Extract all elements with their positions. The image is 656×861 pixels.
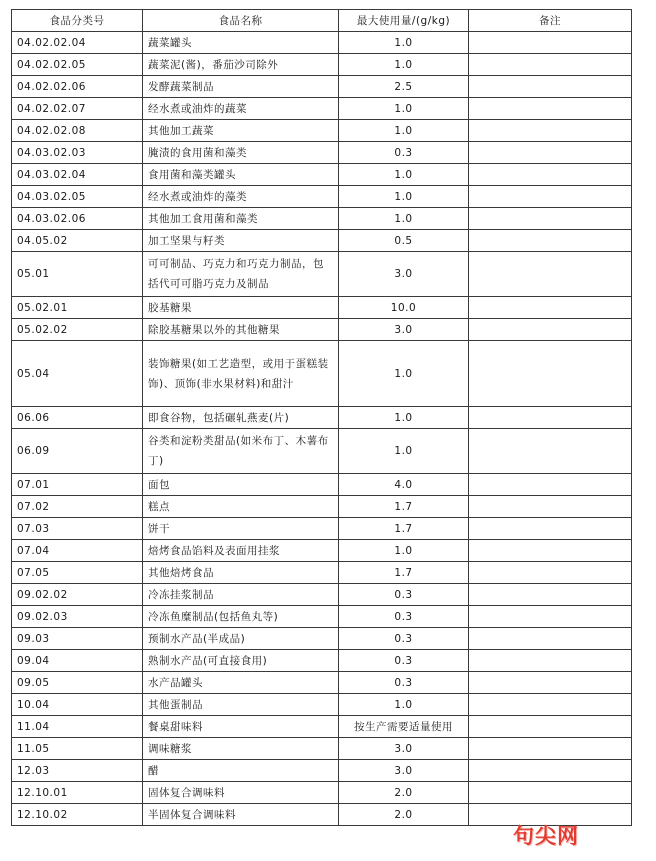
cell-food-code: 04.03.02.06 xyxy=(12,208,143,230)
cell-remarks xyxy=(469,782,632,804)
cell-food-code: 06.06 xyxy=(12,407,143,429)
cell-food-code: 11.04 xyxy=(12,716,143,738)
table-row xyxy=(12,54,632,76)
table-row xyxy=(12,760,632,782)
cell-remarks xyxy=(469,584,632,606)
table-row xyxy=(12,32,632,54)
cell-remarks xyxy=(469,54,632,76)
cell-remarks xyxy=(469,694,632,716)
cell-food-code: 05.04 xyxy=(12,341,143,407)
table-row xyxy=(12,584,632,606)
cell-food-name: 即食谷物，包括碾轧燕麦(片) xyxy=(143,407,339,429)
cell-food-code: 09.02.02 xyxy=(12,584,143,606)
cell-food-name: 其他加工食用菌和藻类 xyxy=(143,208,339,230)
cell-remarks xyxy=(469,672,632,694)
table-row xyxy=(12,606,632,628)
cell-max-usage: 0.3 xyxy=(339,142,469,164)
cell-food-code: 09.05 xyxy=(12,672,143,694)
cell-food-name: 蔬菜罐头 xyxy=(143,32,339,54)
cell-remarks xyxy=(469,738,632,760)
table-row xyxy=(12,694,632,716)
table-row xyxy=(12,716,632,738)
cell-food-code: 05.02.02 xyxy=(12,319,143,341)
cell-food-code: 07.01 xyxy=(12,474,143,496)
cell-remarks xyxy=(469,142,632,164)
cell-food-code: 04.03.02.03 xyxy=(12,142,143,164)
cell-max-usage: 1.0 xyxy=(339,429,469,474)
cell-remarks xyxy=(469,208,632,230)
cell-max-usage: 0.3 xyxy=(339,672,469,694)
cell-food-code: 07.03 xyxy=(12,518,143,540)
table-row xyxy=(12,407,632,429)
cell-max-usage: 0.5 xyxy=(339,230,469,252)
cell-remarks xyxy=(469,341,632,407)
cell-food-name: 经水煮或油炸的藻类 xyxy=(143,186,339,208)
table-row xyxy=(12,650,632,672)
cell-remarks xyxy=(469,606,632,628)
cell-food-name: 装饰糖果(如工艺造型，或用于蛋糕装饰)、顶饰(非水果材料)和甜汁 xyxy=(143,341,339,407)
cell-food-name: 预制水产品(半成品) xyxy=(143,628,339,650)
table-row xyxy=(12,518,632,540)
site-watermark: 句尖网 xyxy=(513,824,579,848)
cell-max-usage: 0.3 xyxy=(339,606,469,628)
cell-food-name: 餐桌甜味料 xyxy=(143,716,339,738)
cell-food-name: 糕点 xyxy=(143,496,339,518)
cell-remarks xyxy=(469,562,632,584)
cell-remarks xyxy=(469,230,632,252)
cell-food-name: 胶基糖果 xyxy=(143,297,339,319)
table-header-row xyxy=(12,10,632,32)
cell-max-usage: 1.0 xyxy=(339,98,469,120)
cell-max-usage: 1.7 xyxy=(339,518,469,540)
cell-food-code: 09.03 xyxy=(12,628,143,650)
cell-food-name: 谷类和淀粉类甜品(如米布丁、木薯布丁) xyxy=(143,429,339,474)
cell-remarks xyxy=(469,716,632,738)
cell-food-name: 其他加工蔬菜 xyxy=(143,120,339,142)
cell-max-usage: 3.0 xyxy=(339,252,469,297)
table-row xyxy=(12,782,632,804)
cell-max-usage: 1.0 xyxy=(339,694,469,716)
cell-food-code: 12.03 xyxy=(12,760,143,782)
cell-food-code: 11.05 xyxy=(12,738,143,760)
cell-remarks xyxy=(469,407,632,429)
table-row xyxy=(12,562,632,584)
cell-max-usage: 1.0 xyxy=(339,164,469,186)
header-remarks: 备注 xyxy=(469,10,632,32)
cell-remarks xyxy=(469,496,632,518)
cell-max-usage: 3.0 xyxy=(339,319,469,341)
table-row xyxy=(12,297,632,319)
cell-remarks xyxy=(469,164,632,186)
cell-food-code: 04.02.02.05 xyxy=(12,54,143,76)
table-row xyxy=(12,164,632,186)
cell-food-name: 蔬菜泥(酱)，番茄沙司除外 xyxy=(143,54,339,76)
cell-food-name: 熟制水产品(可直接食用) xyxy=(143,650,339,672)
table-row xyxy=(12,76,632,98)
cell-max-usage: 1.0 xyxy=(339,407,469,429)
table-row xyxy=(12,120,632,142)
cell-food-name: 焙烤食品馅料及表面用挂浆 xyxy=(143,540,339,562)
cell-food-name: 其他焙烤食品 xyxy=(143,562,339,584)
table-row xyxy=(12,672,632,694)
cell-food-code: 06.09 xyxy=(12,429,143,474)
cell-food-name: 固体复合调味料 xyxy=(143,782,339,804)
cell-max-usage: 0.3 xyxy=(339,584,469,606)
cell-max-usage: 按生产需要适量使用 xyxy=(339,716,469,738)
table-body xyxy=(12,32,632,826)
cell-food-code: 09.02.03 xyxy=(12,606,143,628)
cell-remarks xyxy=(469,474,632,496)
table-row xyxy=(12,341,632,407)
cell-max-usage: 2.0 xyxy=(339,804,469,826)
cell-food-name: 经水煮或油炸的蔬菜 xyxy=(143,98,339,120)
cell-food-code: 04.02.02.06 xyxy=(12,76,143,98)
cell-food-name: 水产品罐头 xyxy=(143,672,339,694)
cell-remarks xyxy=(469,628,632,650)
cell-max-usage: 3.0 xyxy=(339,760,469,782)
table-row xyxy=(12,628,632,650)
cell-remarks xyxy=(469,540,632,562)
cell-food-code: 04.03.02.04 xyxy=(12,164,143,186)
cell-food-name: 半固体复合调味料 xyxy=(143,804,339,826)
header-max-usage: 最大使用量/(g/kg) xyxy=(339,10,469,32)
cell-food-code: 07.02 xyxy=(12,496,143,518)
cell-max-usage: 1.7 xyxy=(339,562,469,584)
cell-remarks xyxy=(469,650,632,672)
cell-food-code: 04.02.02.08 xyxy=(12,120,143,142)
table-row xyxy=(12,540,632,562)
cell-max-usage: 1.0 xyxy=(339,54,469,76)
cell-food-code: 07.05 xyxy=(12,562,143,584)
table-row xyxy=(12,98,632,120)
cell-max-usage: 10.0 xyxy=(339,297,469,319)
cell-remarks xyxy=(469,186,632,208)
cell-max-usage: 1.7 xyxy=(339,496,469,518)
cell-max-usage: 1.0 xyxy=(339,341,469,407)
cell-remarks xyxy=(469,319,632,341)
cell-food-code: 04.05.02 xyxy=(12,230,143,252)
cell-max-usage: 1.0 xyxy=(339,540,469,562)
cell-food-name: 除胶基糖果以外的其他糖果 xyxy=(143,319,339,341)
cell-food-name: 饼干 xyxy=(143,518,339,540)
cell-remarks xyxy=(469,120,632,142)
cell-food-code: 07.04 xyxy=(12,540,143,562)
cell-food-name: 冷冻鱼糜制品(包括鱼丸等) xyxy=(143,606,339,628)
cell-food-code: 04.03.02.05 xyxy=(12,186,143,208)
cell-max-usage: 3.0 xyxy=(339,738,469,760)
table-row xyxy=(12,738,632,760)
cell-food-name: 冷冻挂浆制品 xyxy=(143,584,339,606)
cell-food-code: 09.04 xyxy=(12,650,143,672)
cell-remarks xyxy=(469,760,632,782)
cell-remarks xyxy=(469,252,632,297)
cell-food-name: 其他蛋制品 xyxy=(143,694,339,716)
cell-food-code: 05.01 xyxy=(12,252,143,297)
table-row xyxy=(12,230,632,252)
cell-remarks xyxy=(469,98,632,120)
table-row xyxy=(12,429,632,474)
cell-food-code: 04.02.02.07 xyxy=(12,98,143,120)
cell-max-usage: 1.0 xyxy=(339,186,469,208)
cell-food-name: 调味糖浆 xyxy=(143,738,339,760)
cell-food-code: 10.04 xyxy=(12,694,143,716)
cell-max-usage: 1.0 xyxy=(339,208,469,230)
cell-remarks xyxy=(469,76,632,98)
cell-max-usage: 1.0 xyxy=(339,32,469,54)
cell-food-name: 食用菌和藻类罐头 xyxy=(143,164,339,186)
cell-remarks xyxy=(469,429,632,474)
table-row xyxy=(12,319,632,341)
table-row xyxy=(12,186,632,208)
food-additive-table xyxy=(11,9,632,826)
cell-food-name: 醋 xyxy=(143,760,339,782)
header-food-name: 食品名称 xyxy=(143,10,339,32)
cell-food-name: 面包 xyxy=(143,474,339,496)
cell-food-code: 04.02.02.04 xyxy=(12,32,143,54)
table-row xyxy=(12,142,632,164)
table-row xyxy=(12,252,632,297)
cell-max-usage: 0.3 xyxy=(339,650,469,672)
cell-food-name: 发酵蔬菜制品 xyxy=(143,76,339,98)
table-row xyxy=(12,208,632,230)
cell-max-usage: 4.0 xyxy=(339,474,469,496)
cell-remarks xyxy=(469,32,632,54)
cell-food-code: 12.10.02 xyxy=(12,804,143,826)
cell-food-name: 可可制品、巧克力和巧克力制品，包括代可可脂巧克力及制品 xyxy=(143,252,339,297)
cell-max-usage: 0.3 xyxy=(339,628,469,650)
cell-max-usage: 2.0 xyxy=(339,782,469,804)
cell-remarks xyxy=(469,518,632,540)
cell-food-name: 加工坚果与籽类 xyxy=(143,230,339,252)
table-row xyxy=(12,496,632,518)
cell-food-code: 05.02.01 xyxy=(12,297,143,319)
header-food-category-code: 食品分类号 xyxy=(12,10,143,32)
table-row xyxy=(12,474,632,496)
cell-max-usage: 1.0 xyxy=(339,120,469,142)
cell-remarks xyxy=(469,297,632,319)
cell-food-code: 12.10.01 xyxy=(12,782,143,804)
cell-max-usage: 2.5 xyxy=(339,76,469,98)
cell-food-name: 腌渍的食用菌和藻类 xyxy=(143,142,339,164)
